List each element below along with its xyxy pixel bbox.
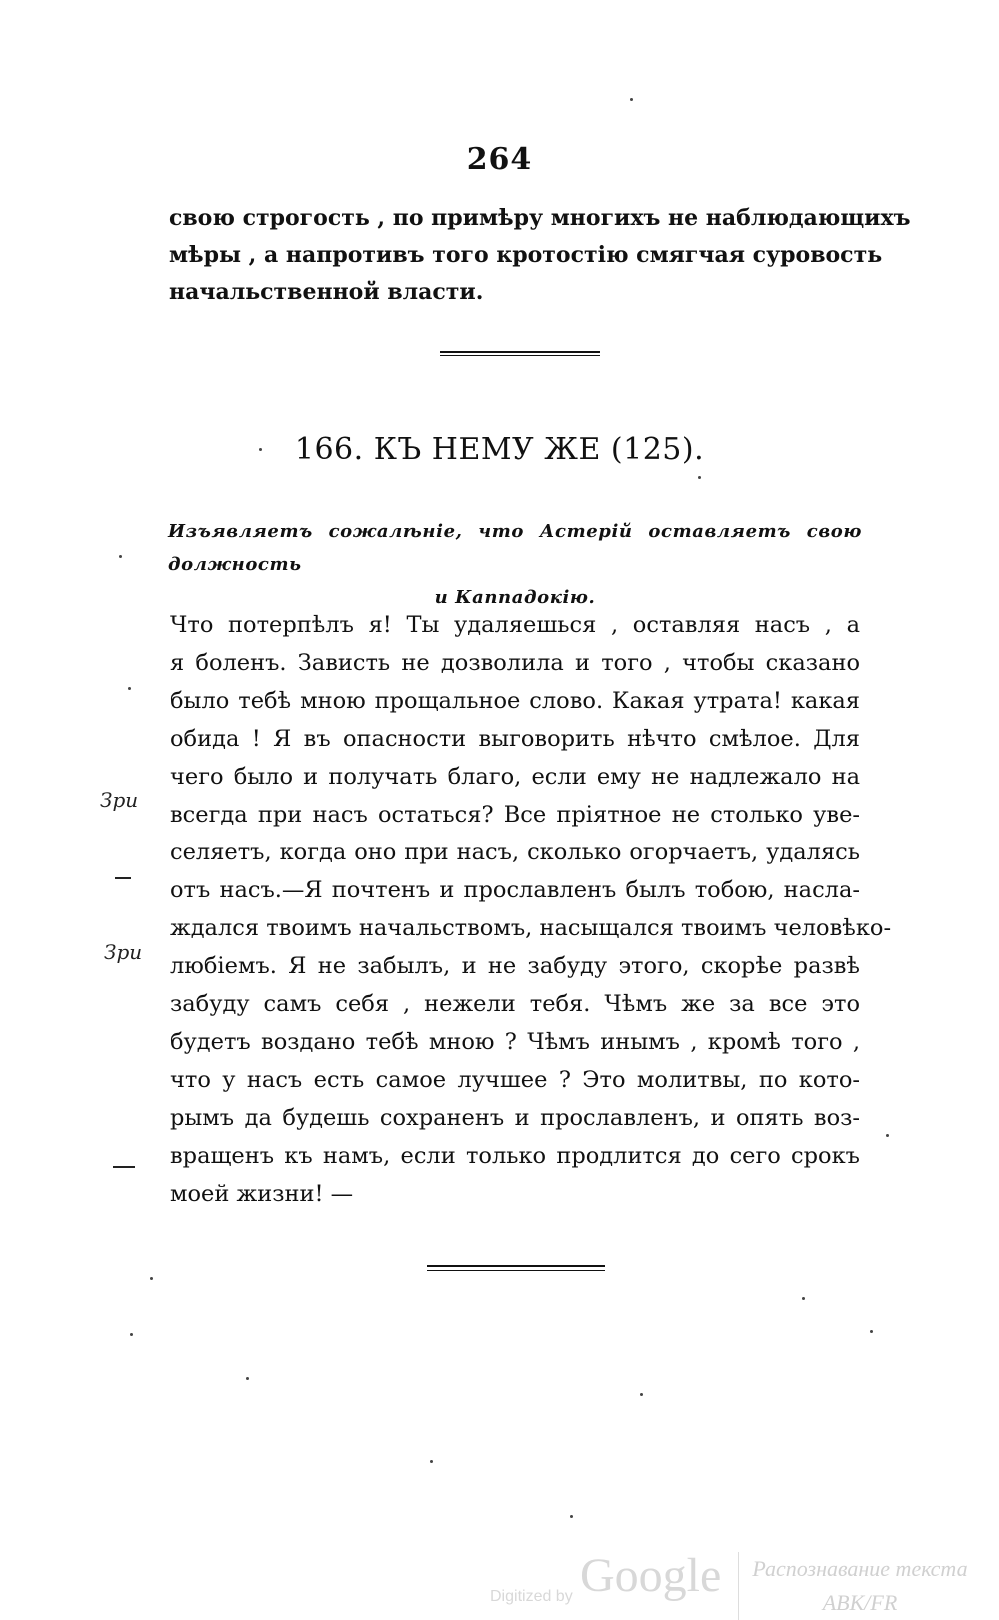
letter-summary: [168, 515, 862, 614]
margin-note-zri-1: Зри: [100, 788, 139, 812]
body-line: ждался твоимъ начальствомъ, насыщался твоимъ человѣко-: [170, 915, 892, 942]
scan-speck: [570, 1515, 573, 1518]
body-line: забуду самъ себя , нежели тебя. Чѣмъ же за все это: [170, 991, 860, 1018]
scan-speck: [246, 1377, 249, 1380]
letter-title: 166. КЪ НЕМУ ЖЕ (125).: [294, 432, 705, 467]
scan-speck: [128, 687, 131, 690]
scan-speck: [886, 1134, 889, 1137]
previous-letter-ending: [169, 200, 911, 311]
letter-body: [170, 607, 892, 1214]
scan-speck: [150, 1277, 153, 1280]
margin-dash-1: [115, 877, 131, 879]
body-line: моей жизни! —: [170, 1180, 354, 1207]
text-line: мѣры , а напротивъ того кротостію смягчая суровость: [169, 242, 883, 268]
body-line: отъ насъ.—Я почтенъ и прославленъ былъ тобою, насла-: [170, 877, 860, 904]
margin-dash-2: [113, 1166, 135, 1168]
body-line: Что потерпѣлъ я! Ты удаляешься , оставляя насъ , а: [170, 612, 860, 638]
scan-speck: [870, 1330, 873, 1333]
scan-speck: [259, 448, 262, 451]
body-line: всегда при насъ остаться? Все пріятное не столько уве-: [170, 801, 860, 828]
body-line: я боленъ. Зависть не дозволила и того , чтобы сказано: [170, 649, 860, 676]
body-line: селяетъ, когда оно при насъ, сколько огорчаетъ, удалясь: [170, 839, 860, 866]
section-divider-top: [440, 351, 600, 356]
margin-note-zri-2: Зри: [104, 940, 143, 964]
body-line: вращенъ къ намъ, если только продлится до сего срокъ: [170, 1142, 860, 1169]
google-logo: Google: [580, 1549, 722, 1602]
body-line: будетъ воздано тебѣ мною ? Чѣмъ инымъ , кромѣ того ,: [170, 1028, 860, 1055]
body-line: любіемъ. Я не забылъ, и не забуду этого, скорѣе развѣ: [170, 953, 860, 980]
text-line: начальственной власти.: [169, 279, 484, 305]
scan-speck: [698, 476, 701, 479]
page-number: 264: [466, 142, 533, 177]
body-line: обида ! Я въ опасности выговорить нѣчто смѣлое. Для: [170, 725, 860, 752]
scan-speck: [119, 555, 122, 558]
recognition-credit: [738, 1552, 975, 1620]
section-divider-bottom: [427, 1265, 605, 1271]
text-line: свою строгость , по примѣру многихъ не наблюдающихъ: [169, 205, 911, 231]
body-line: было тебѣ мною прощальное слово. Какая утрата! какая: [170, 687, 860, 714]
body-line: что у насъ есть самое лучшее ? Это молитвы, по кото-: [170, 1066, 860, 1093]
scan-speck: [640, 1393, 643, 1396]
body-line: чего было и получать благо, если ему не надлежало на: [170, 763, 860, 790]
recognition-line: Распознавание текста: [752, 1556, 968, 1581]
summary-line: Изъявляетъ сожалѣніе, что Астерій оставляетъ свою должность: [168, 521, 862, 575]
scan-speck: [630, 98, 633, 101]
scan-speck: [130, 1333, 133, 1336]
recognition-line: ABK/FR: [822, 1590, 898, 1615]
digitized-by-label: Digitized by: [490, 1588, 573, 1605]
summary-line: и Каппадокію.: [434, 587, 596, 608]
body-line: рымъ да будешь сохраненъ и прославленъ, и опять воз-: [170, 1104, 860, 1131]
scan-speck: [430, 1460, 433, 1463]
scan-speck: [802, 1297, 805, 1300]
